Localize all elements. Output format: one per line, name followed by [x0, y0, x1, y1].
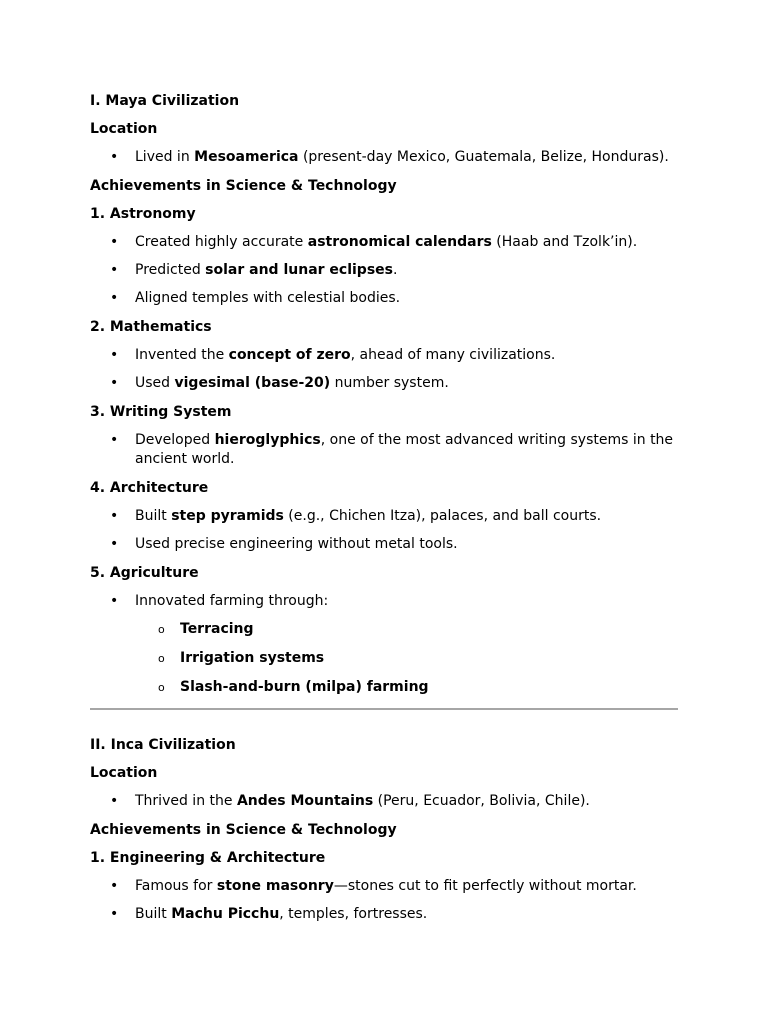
horizontal-divider — [90, 708, 678, 710]
section-title-maya: I. Maya Civilization — [90, 93, 240, 109]
engineering-list — [90, 877, 678, 924]
agriculture-sublist — [135, 620, 678, 697]
heading-writing-system: 3. Writing System — [90, 404, 232, 420]
list-item: • Created highly accurate astronomical calendars (Haab and Tzolk’in). — [90, 233, 678, 252]
list-item: • Used precise engineering without metal tools. — [90, 535, 678, 554]
list-item: • Innovated farming through: o Terracing o Irrigation systems o Slash-and-burn (milpa) farming — [90, 592, 678, 697]
heading-astronomy: 1. Astronomy — [90, 206, 196, 222]
heading-engineering: 1. Engineering & Architecture — [90, 850, 326, 866]
heading-architecture: 4. Architecture — [90, 480, 209, 496]
list-item: • Built step pyramids (e.g., Chichen Itza), palaces, and ball courts. — [90, 507, 678, 526]
location-list — [90, 148, 678, 167]
architecture-list — [90, 507, 678, 554]
astronomy-list — [90, 233, 678, 308]
mathematics-list — [90, 346, 678, 393]
document-page — [90, 92, 678, 924]
heading-achievements: Achievements in Science & Technology — [90, 178, 397, 194]
list-item: • Used vigesimal (base-20) number system. — [90, 374, 678, 393]
heading-mathematics: 2. Mathematics — [90, 319, 212, 335]
location-list — [90, 792, 678, 811]
sub-list-item: o Slash-and-burn (milpa) farming — [135, 678, 678, 697]
sub-list-item: o Irrigation systems — [135, 649, 678, 668]
agriculture-list — [90, 592, 678, 697]
list-item: • Built Machu Picchu, temples, fortresses. — [90, 905, 678, 924]
list-item: • Aligned temples with celestial bodies. — [90, 289, 678, 308]
heading-achievements: Achievements in Science & Technology — [90, 822, 397, 838]
list-item: • Invented the concept of zero, ahead of many civilizations. — [90, 346, 678, 365]
list-item: • Famous for stone masonry—stones cut to fit perfectly without mortar. — [90, 877, 678, 896]
list-item: • Predicted solar and lunar eclipses. — [90, 261, 678, 280]
heading-location: Location — [90, 121, 158, 137]
writing-list — [90, 431, 678, 469]
heading-agriculture: 5. Agriculture — [90, 565, 199, 581]
list-item: • Thrived in the Andes Mountains (Peru, Ecuador, Bolivia, Chile). — [90, 792, 678, 811]
sub-list-item: o Terracing — [135, 620, 678, 639]
heading-location: Location — [90, 765, 158, 781]
list-item: • Developed hieroglyphics, one of the most advanced writing systems in the ancient world. — [90, 431, 678, 469]
list-item: • Lived in Mesoamerica (present-day Mexico, Guatemala, Belize, Honduras). — [90, 148, 678, 167]
section-title-inca: II. Inca Civilization — [90, 737, 236, 753]
